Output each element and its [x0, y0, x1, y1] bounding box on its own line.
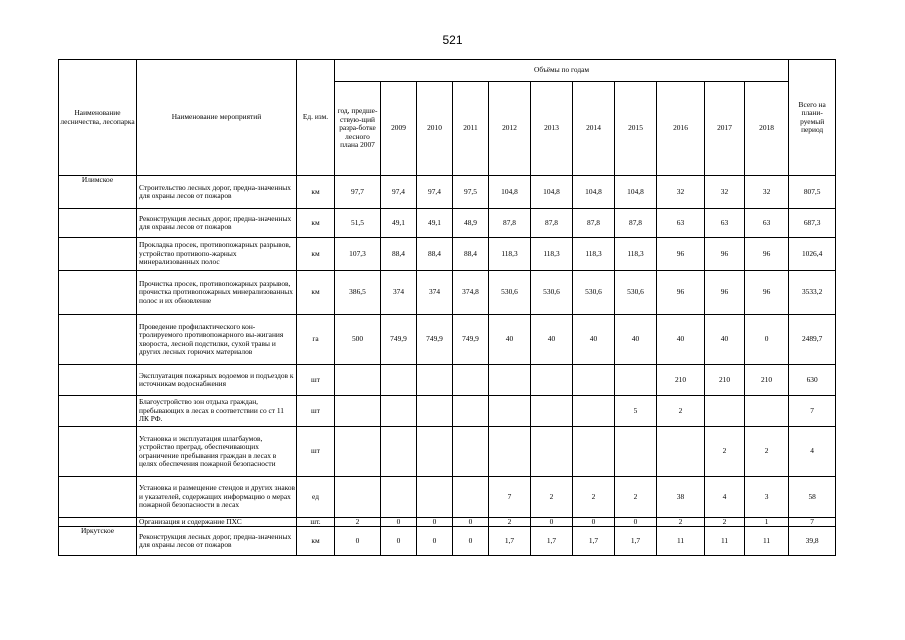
cell-unit: км [297, 238, 335, 271]
header-forestry: Наименование лесничества, лесопарка [59, 60, 137, 176]
cell-value: 87,8 [573, 209, 615, 238]
cell-unit: га [297, 315, 335, 365]
cell-total: 7 [789, 518, 836, 527]
cell-value: 2 [657, 518, 705, 527]
cell-activity: Прочистка просек, противопожарных разрывов, прочистка противопожарных минерализованных полос и их обновление [137, 271, 297, 315]
cell-forestry [59, 209, 137, 238]
cell-value: 0 [453, 527, 489, 556]
cell-unit: км [297, 527, 335, 556]
cell-unit: км [297, 176, 335, 209]
cell-forestry: Иркутское [59, 527, 137, 556]
cell-total: 4 [789, 427, 836, 477]
cell-value: 96 [745, 238, 789, 271]
cell-value: 1,7 [531, 527, 573, 556]
cell-value [381, 477, 417, 518]
cell-value: 118,3 [615, 238, 657, 271]
cell-value: 104,8 [489, 176, 531, 209]
cell-value [573, 396, 615, 427]
cell-value: 2 [745, 427, 789, 477]
cell-value: 11 [705, 527, 745, 556]
header-total: Всего на плани-руемый период [789, 60, 836, 176]
cell-value: 97,4 [417, 176, 453, 209]
cell-value [417, 427, 453, 477]
cell-value: 1 [745, 518, 789, 527]
cell-forestry [59, 427, 137, 477]
cell-value [531, 427, 573, 477]
table-row [59, 315, 836, 365]
cell-value: 87,8 [615, 209, 657, 238]
cell-value: 749,9 [453, 315, 489, 365]
cell-value: 87,8 [531, 209, 573, 238]
cell-unit: шт [297, 427, 335, 477]
cell-value [335, 365, 381, 396]
cell-value: 88,4 [381, 238, 417, 271]
cell-value: 0 [381, 518, 417, 527]
cell-value: 0 [335, 527, 381, 556]
cell-total: 630 [789, 365, 836, 396]
cell-value: 118,3 [531, 238, 573, 271]
cell-total: 1026,4 [789, 238, 836, 271]
cell-total: 687,3 [789, 209, 836, 238]
cell-activity: Прокладка просек, противопожарных разрывов, устройство противопо-жарных минерализованных полос [137, 238, 297, 271]
cell-value: 2 [615, 477, 657, 518]
cell-value: 32 [705, 176, 745, 209]
cell-activity: Установка и размещение стендов и других знаков и указателей, содержащих информацию о мерах пожарной безопасности в лесах [137, 477, 297, 518]
cell-value: 96 [705, 238, 745, 271]
cell-forestry: Илимское [59, 176, 137, 209]
cell-forestry [59, 477, 137, 518]
cell-activity: Реконструкция лесных дорог, предна-значенных для охраны лесов от пожаров [137, 209, 297, 238]
cell-forestry [59, 518, 137, 527]
table-row [59, 209, 836, 238]
cell-value: 40 [573, 315, 615, 365]
cell-value: 96 [657, 238, 705, 271]
cell-value: 40 [615, 315, 657, 365]
cell-value: 2 [335, 518, 381, 527]
table-row [59, 238, 836, 271]
cell-value: 374 [417, 271, 453, 315]
cell-value: 0 [745, 315, 789, 365]
cell-value: 104,8 [573, 176, 615, 209]
header-unit: Ед. изм. [297, 60, 335, 176]
cell-activity: Реконструкция лесных дорог, предна-значенных для охраны лесов от пожаров [137, 527, 297, 556]
cell-value [335, 396, 381, 427]
cell-value: 374,8 [453, 271, 489, 315]
cell-value: 386,5 [335, 271, 381, 315]
cell-value [573, 365, 615, 396]
cell-value: 97,7 [335, 176, 381, 209]
cell-activity: Установка и эксплуатация шлагбаумов, устройство преград, обеспечивающих ограничение пребывания граждан в лесах в целях обеспечения пожарной безопасности [137, 427, 297, 477]
cell-value [453, 365, 489, 396]
cell-value: 63 [657, 209, 705, 238]
header-activity: Наименование мероприятий [137, 60, 297, 176]
cell-value [745, 396, 789, 427]
cell-value [417, 396, 453, 427]
cell-value: 0 [531, 518, 573, 527]
cell-value [335, 427, 381, 477]
header-year: 2015 [615, 82, 657, 176]
cell-value: 530,6 [531, 271, 573, 315]
cell-value: 749,9 [381, 315, 417, 365]
cell-activity: Организация и содержание ПХС [137, 518, 297, 527]
cell-value: 11 [657, 527, 705, 556]
cell-value: 49,1 [417, 209, 453, 238]
cell-value: 0 [453, 518, 489, 527]
header-year: 2009 [381, 82, 417, 176]
cell-forestry [59, 238, 137, 271]
cell-unit: км [297, 271, 335, 315]
cell-total: 39,8 [789, 527, 836, 556]
cell-value: 1,7 [573, 527, 615, 556]
cell-value [453, 477, 489, 518]
cell-value: 32 [657, 176, 705, 209]
cell-value: 11 [745, 527, 789, 556]
cell-value: 104,8 [531, 176, 573, 209]
table-row [59, 365, 836, 396]
cell-value [531, 365, 573, 396]
cell-value: 2 [657, 396, 705, 427]
header-volumes: Объёмы по годам [335, 60, 789, 82]
table-row [59, 527, 836, 556]
cell-forestry [59, 365, 137, 396]
cell-activity: Эксплуатация пожарных водоемов и подъездов к источникам водоснабжения [137, 365, 297, 396]
cell-total: 58 [789, 477, 836, 518]
cell-value: 0 [417, 527, 453, 556]
cell-value [489, 365, 531, 396]
fire-measures-table [58, 59, 836, 556]
cell-value: 4 [705, 477, 745, 518]
cell-value [657, 427, 705, 477]
cell-value: 210 [745, 365, 789, 396]
header-year: 2013 [531, 82, 573, 176]
cell-value [531, 396, 573, 427]
cell-value: 5 [615, 396, 657, 427]
cell-value: 2 [531, 477, 573, 518]
cell-value: 51,5 [335, 209, 381, 238]
cell-value: 38 [657, 477, 705, 518]
cell-value: 63 [705, 209, 745, 238]
cell-value: 49,1 [381, 209, 417, 238]
table-row [59, 427, 836, 477]
cell-value: 0 [615, 518, 657, 527]
cell-total: 3533,2 [789, 271, 836, 315]
cell-value: 104,8 [615, 176, 657, 209]
header-year: 2017 [705, 82, 745, 176]
cell-value: 3 [745, 477, 789, 518]
cell-value: 530,6 [489, 271, 531, 315]
cell-value: 0 [381, 527, 417, 556]
cell-value: 40 [489, 315, 531, 365]
cell-value: 97,4 [381, 176, 417, 209]
cell-forestry [59, 271, 137, 315]
cell-value: 63 [745, 209, 789, 238]
cell-unit: шт. [297, 518, 335, 527]
cell-forestry [59, 315, 137, 365]
cell-forestry [59, 396, 137, 427]
page-number: 521 [442, 33, 463, 47]
cell-value: 374 [381, 271, 417, 315]
cell-unit: шт [297, 396, 335, 427]
cell-value: 2 [705, 518, 745, 527]
cell-value: 96 [705, 271, 745, 315]
cell-value: 2 [573, 477, 615, 518]
cell-value: 118,3 [573, 238, 615, 271]
header-year: 2011 [453, 82, 489, 176]
cell-value [615, 427, 657, 477]
table-row [59, 518, 836, 527]
cell-value [335, 477, 381, 518]
table-row [59, 477, 836, 518]
cell-total: 807,5 [789, 176, 836, 209]
cell-value [381, 427, 417, 477]
cell-value: 210 [705, 365, 745, 396]
header-year: 2010 [417, 82, 453, 176]
table-row [59, 271, 836, 315]
cell-activity: Строительство лесных дорог, предна-значенных для охраны лесов от пожаров [137, 176, 297, 209]
cell-value: 48,9 [453, 209, 489, 238]
cell-value: 530,6 [573, 271, 615, 315]
cell-value: 0 [573, 518, 615, 527]
cell-value [453, 427, 489, 477]
cell-value [417, 365, 453, 396]
cell-value [381, 365, 417, 396]
cell-total: 2489,7 [789, 315, 836, 365]
cell-value [489, 396, 531, 427]
header-year: 2016 [657, 82, 705, 176]
cell-value: 7 [489, 477, 531, 518]
cell-value: 500 [335, 315, 381, 365]
cell-value: 88,4 [417, 238, 453, 271]
header-prev-year: год, предше-ствую-щий разра-ботке лесного плана 2007 [335, 82, 381, 176]
cell-total: 7 [789, 396, 836, 427]
table-row [59, 176, 836, 209]
cell-value: 88,4 [453, 238, 489, 271]
cell-value: 530,6 [615, 271, 657, 315]
cell-value: 40 [657, 315, 705, 365]
cell-value: 107,3 [335, 238, 381, 271]
header-year: 2014 [573, 82, 615, 176]
header-year: 2012 [489, 82, 531, 176]
cell-value: 210 [657, 365, 705, 396]
cell-value: 1,7 [615, 527, 657, 556]
cell-value [489, 427, 531, 477]
cell-unit: шт [297, 365, 335, 396]
cell-value: 1,7 [489, 527, 531, 556]
cell-value: 32 [745, 176, 789, 209]
cell-activity: Проведение профилактического кон-тролируемого противопожарного вы-жигания хвороста, лесной подстилки, сухой травы и других лесных горючих материалов [137, 315, 297, 365]
cell-value: 0 [417, 518, 453, 527]
cell-value [381, 396, 417, 427]
cell-value: 2 [489, 518, 531, 527]
cell-value: 2 [705, 427, 745, 477]
cell-value [615, 365, 657, 396]
table-row [59, 396, 836, 427]
cell-value [573, 427, 615, 477]
cell-value [417, 477, 453, 518]
cell-value [705, 396, 745, 427]
cell-value: 118,3 [489, 238, 531, 271]
cell-value: 87,8 [489, 209, 531, 238]
cell-value: 749,9 [417, 315, 453, 365]
cell-unit: км [297, 209, 335, 238]
cell-unit: ед [297, 477, 335, 518]
cell-value: 96 [657, 271, 705, 315]
cell-value: 40 [705, 315, 745, 365]
cell-value: 40 [531, 315, 573, 365]
cell-value [453, 396, 489, 427]
cell-value: 96 [745, 271, 789, 315]
header-year: 2018 [745, 82, 789, 176]
cell-activity: Благоустройство зон отдыха граждан, пребывающих в лесах в соответствии со ст 11 ЛК РФ. [137, 396, 297, 427]
cell-value: 97,5 [453, 176, 489, 209]
